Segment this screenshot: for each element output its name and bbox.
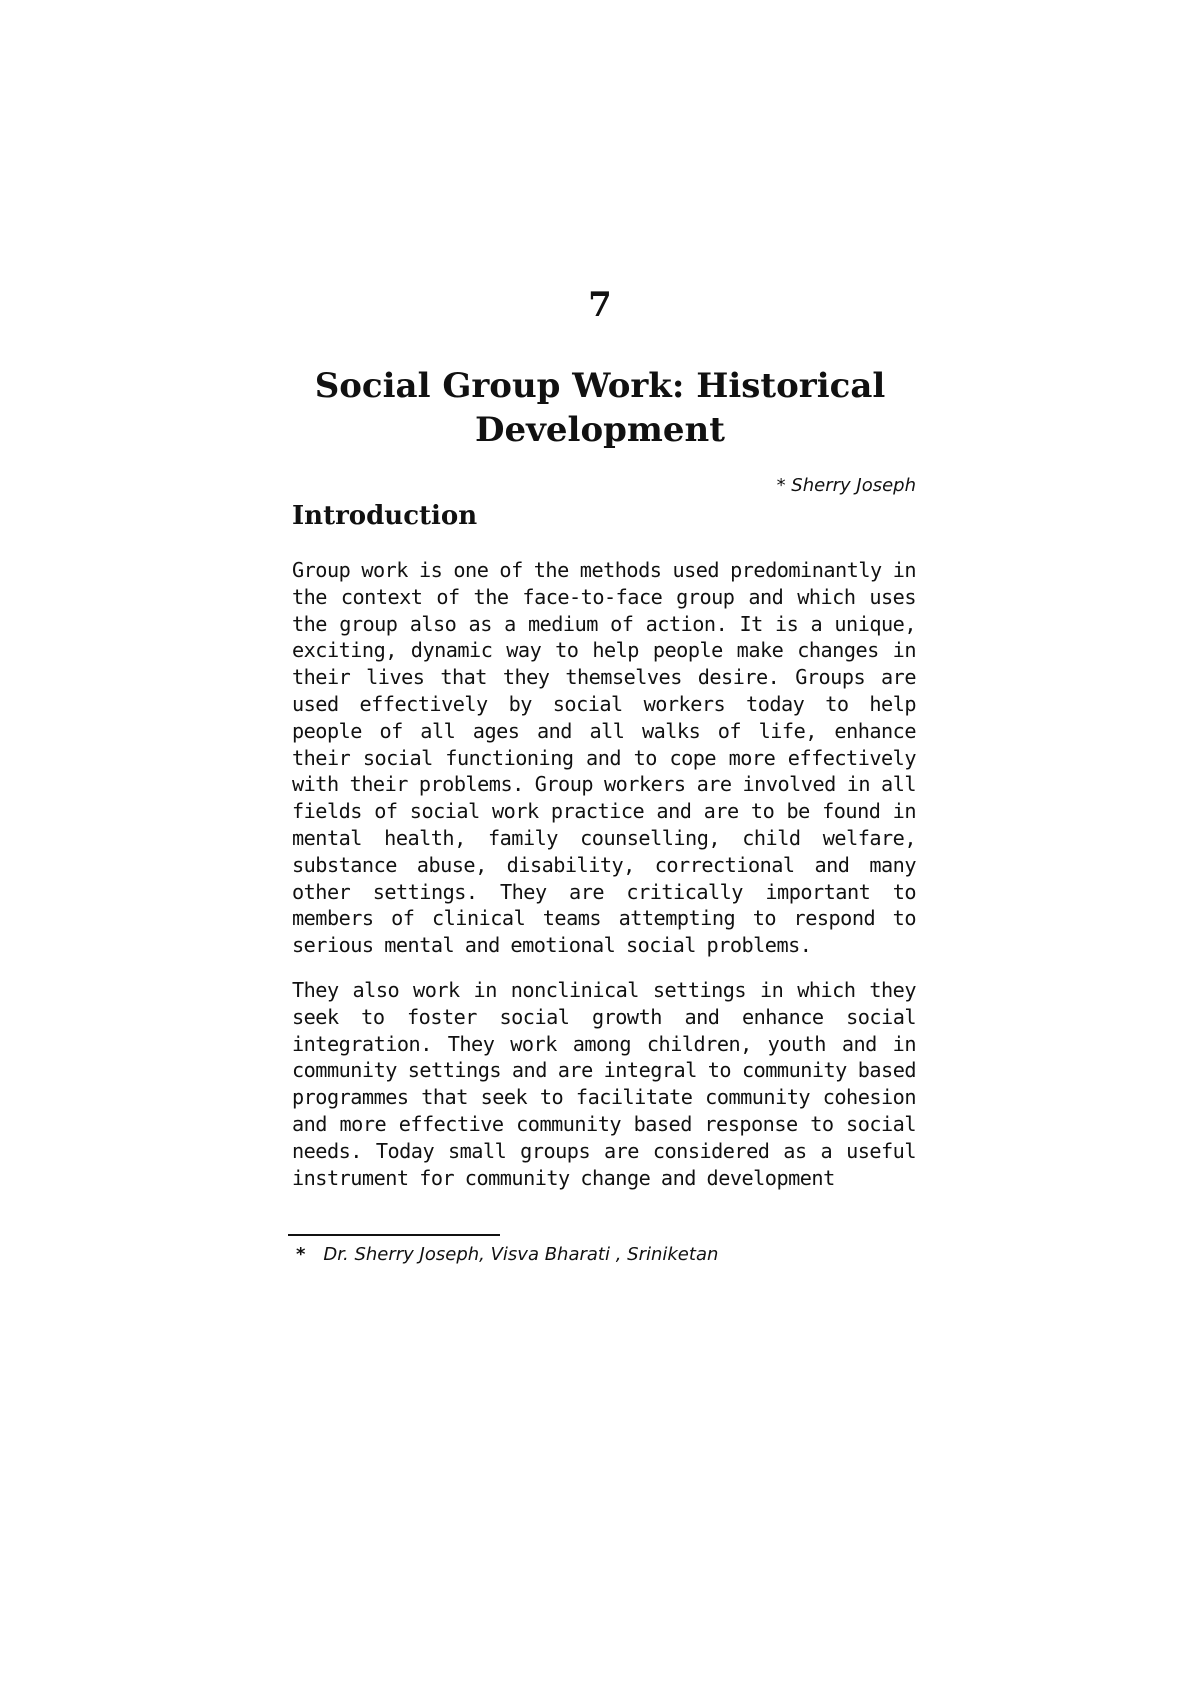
body-paragraph: They also work in nonclinical settings in which they seek to foster social growth and enhance social integration. They work among children, youth and in community settings and are integral to community based programmes that seek to facilitate community cohesion and more effective community based response to social needs. Today small groups are considered as a useful instrument for community change and development [292,978,916,1190]
body-paragraph: Group work is one of the methods used predominantly in the context of the face-to-face group and which uses the group also as a medium of action. It is a unique, exciting, dynamic way to help people make changes in their lives that they themselves desire. Groups are used effectively by social workers today to help people of all ages and all walks of life, enhance their social functioning and to cope more effectively with their problems. Group workers are involved in all fields of social work practice and are to be found in mental health, family counselling, child welfare, substance abuse, disability, correctional and many other settings. They are critically important to members of clinical teams attempting to respond to serious mental and emotional social problems. [292,558,916,958]
author-byline: * Sherry Joseph [776,475,916,496]
footnote-marker: * [296,1244,306,1265]
footnote-text: Dr. Sherry Joseph, Visva Bharati , Sriniketan [323,1244,719,1265]
footnote-divider [288,1234,500,1236]
footnote [296,1243,718,1267]
chapter-title: Social Group Work: Historical Development [314,366,886,450]
chapter-number: 7 [588,285,612,325]
section-heading: Introduction [292,501,478,531]
